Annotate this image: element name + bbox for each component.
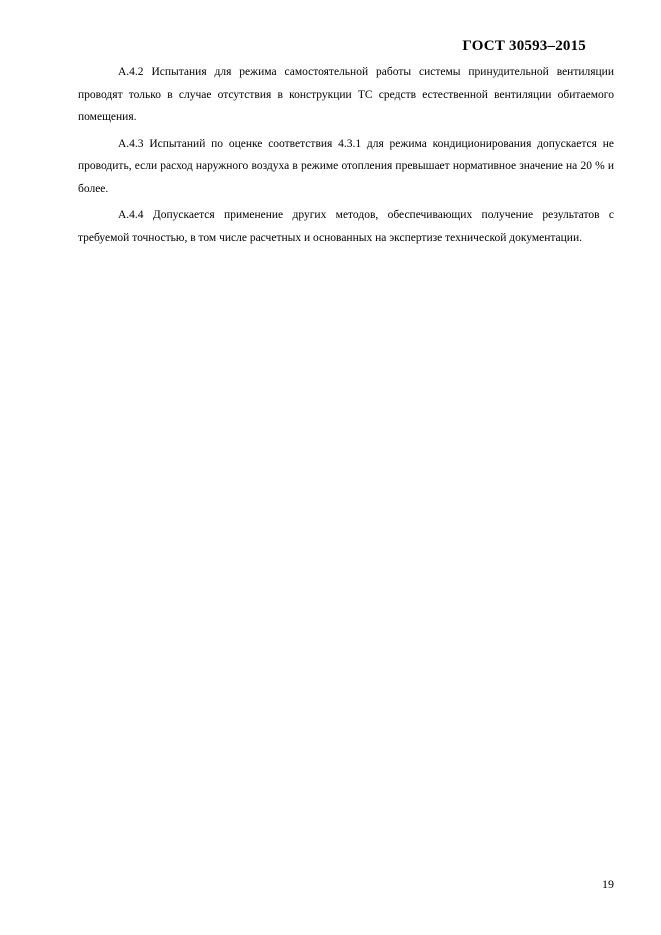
paragraph-a-4-2: А.4.2 Испытания для режима самостоятельной работы системы принудительной вентиляции проводят только в случае отсутствия в конструкции ТС средств естественной вентиляции обитаемого помещения. xyxy=(78,66,614,123)
page-number: 19 xyxy=(602,877,614,891)
body-text xyxy=(78,61,614,253)
paragraph-a-4-4: А.4.4 Допускается применение других методов, обеспечивающих получение результатов с требуемой точностью, в том числе расчетных и основанных на экспертизе технической документации. xyxy=(78,209,614,244)
standard-designation: ГОСТ 30593–2015 xyxy=(462,38,586,54)
paragraph-a-4-3: А.4.3 Испытаний по оценке соответствия 4.3.1 для режима кондиционирования допускается не проводить, если расход наружного воздуха в режиме отопления превышает нормативное значение на 20 % и более. xyxy=(78,137,614,195)
